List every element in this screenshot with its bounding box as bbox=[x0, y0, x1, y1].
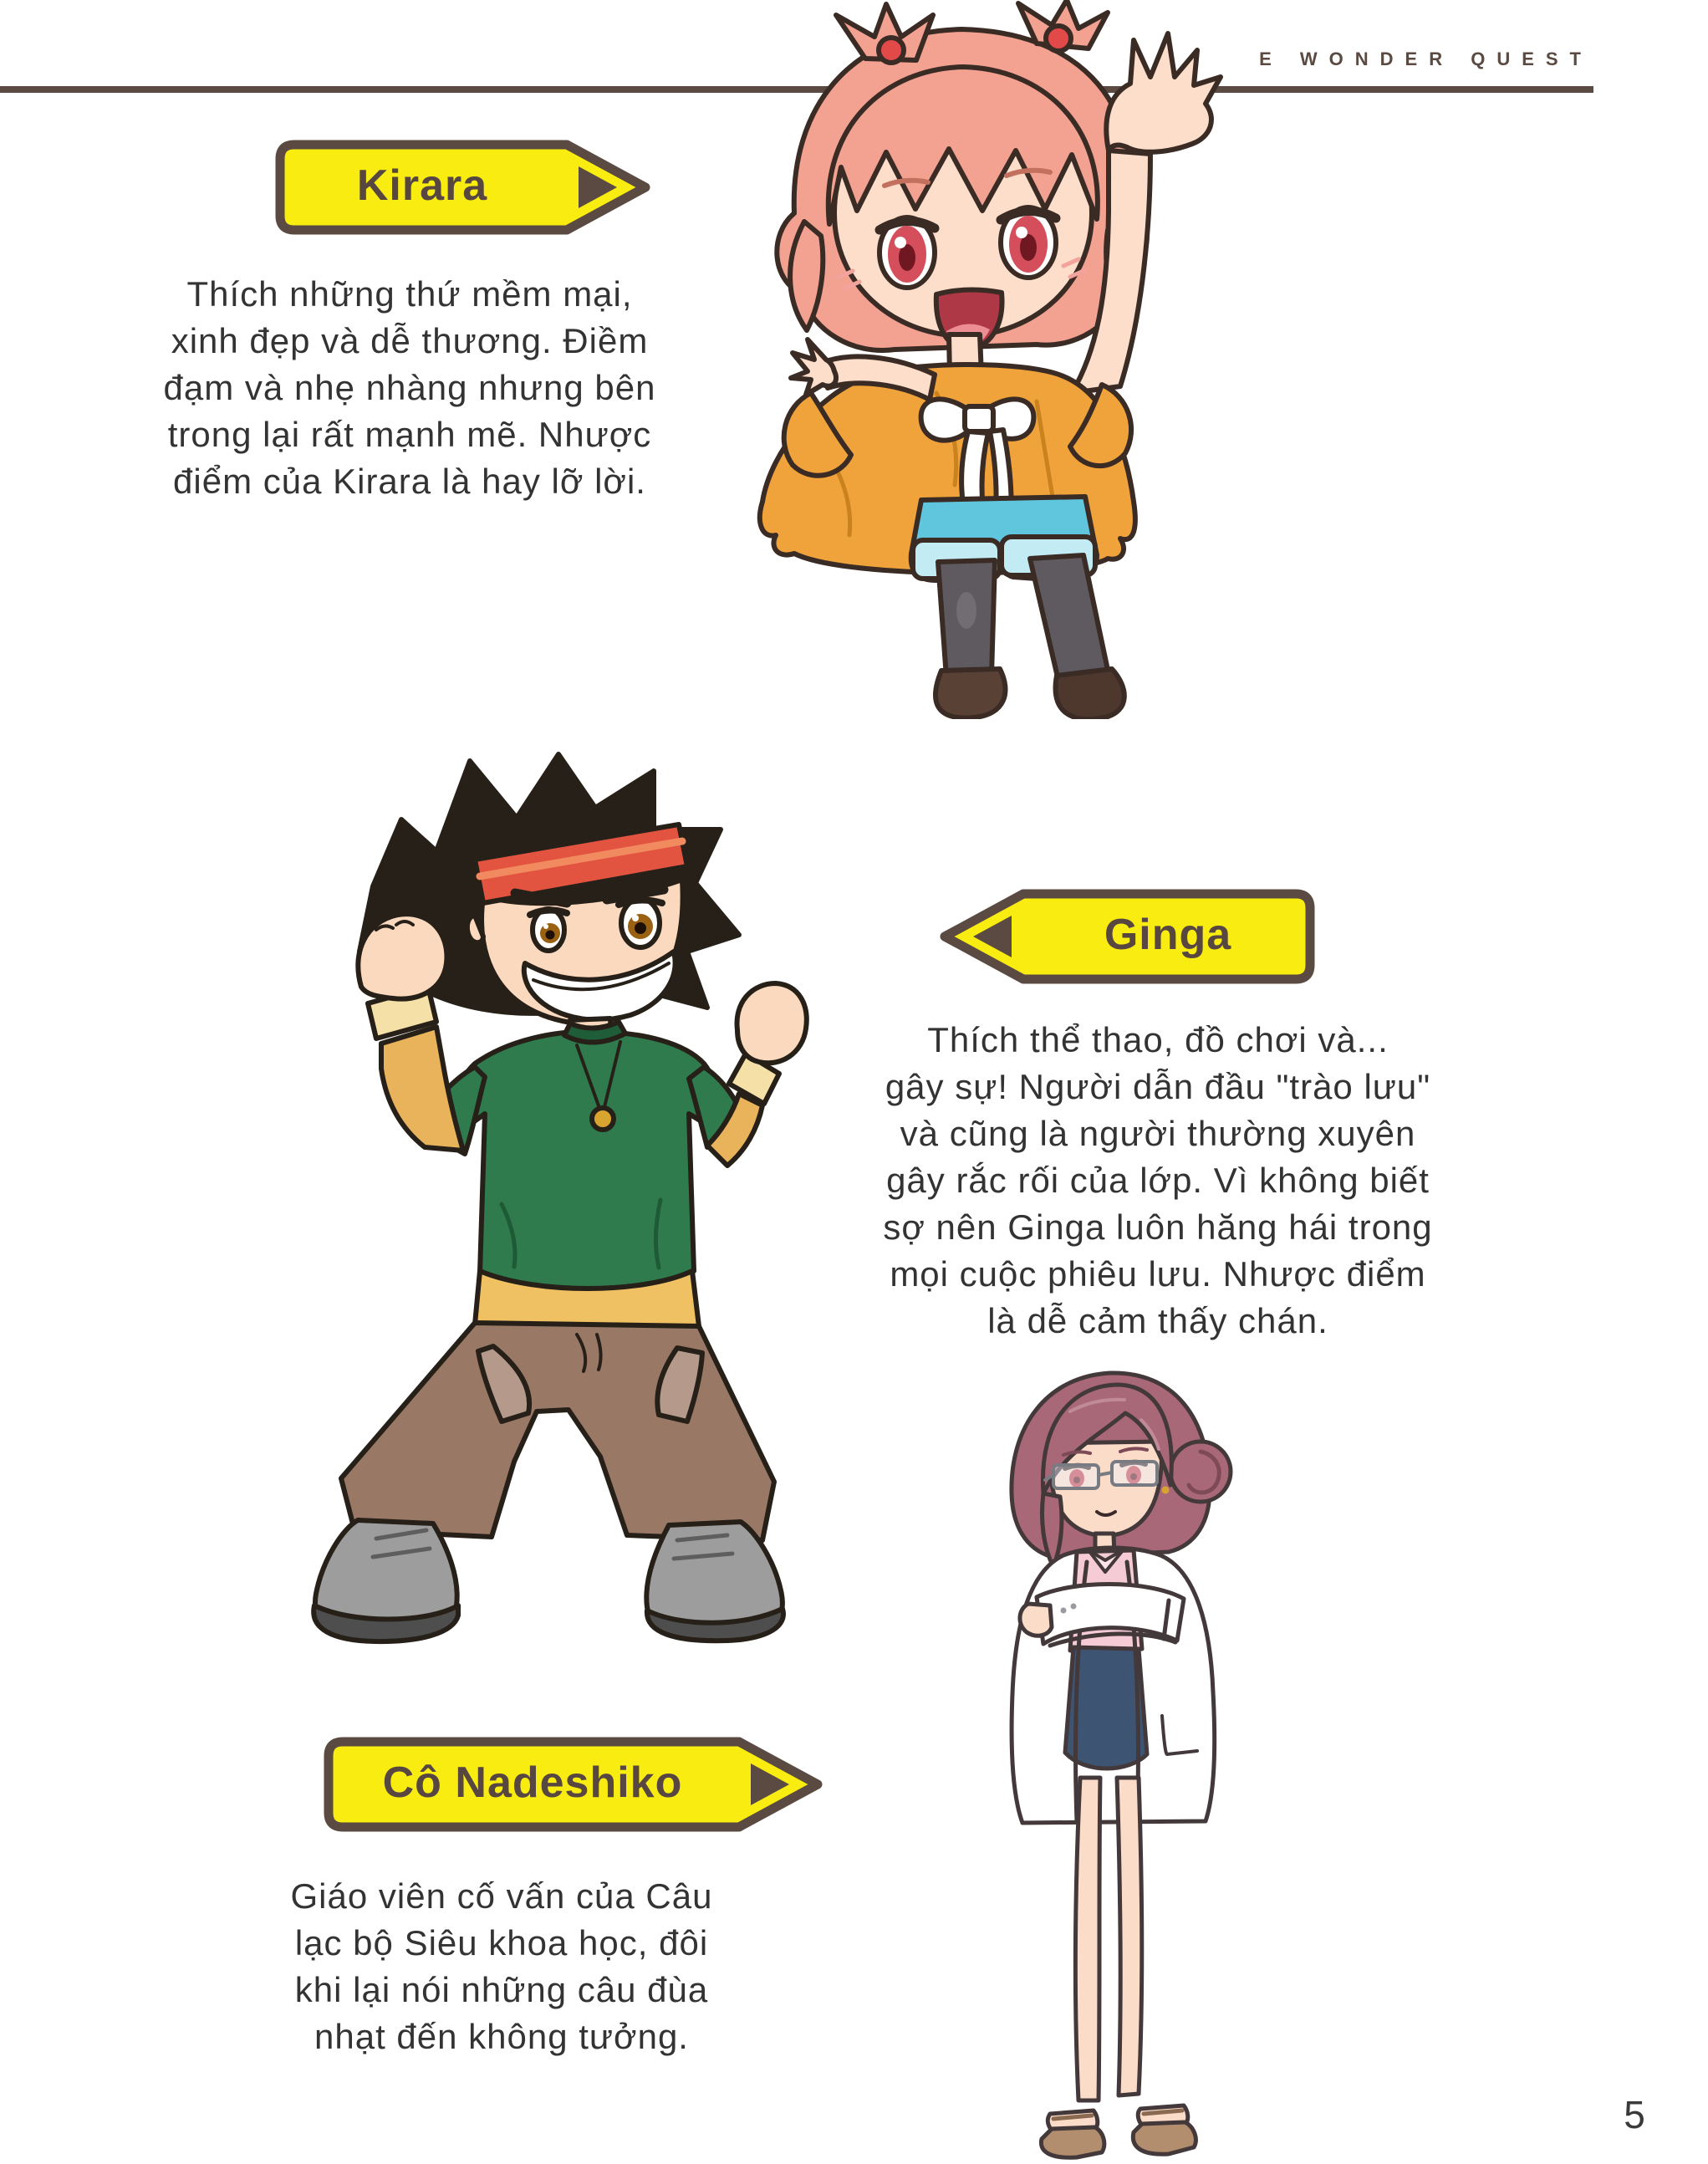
ginga-description: Thích thể thao, đồ chơi và... gây sự! Người dẫn đầu "trào lưu" và cũng là người thường xuyên gây rắc rối của lớp. Vì không biết sợ nên Ginga luôn hăng hái trong mọi cuộc phiêu lưu. Nhược điểm là dễ cảm thấy chán. bbox=[883, 1020, 1433, 1340]
sign-kirara bbox=[274, 139, 652, 236]
sign-kirara-label: Kirara bbox=[356, 161, 488, 210]
page-number: 5 bbox=[1624, 2093, 1645, 2136]
kirara-illustration bbox=[686, 0, 1271, 719]
sign-ginga-label: Ginga bbox=[1104, 911, 1232, 959]
kirara-description: Thích những thứ mềm mại, xinh đẹp và dễ thương. Điềm đạm và nhẹ nhàng nhưng bên trong lại rất mạnh mẽ. Nhược điểm của Kirara là hay lỡ lời. bbox=[163, 274, 656, 501]
sign-nadeshiko bbox=[323, 1736, 824, 1833]
sign-nadeshiko-label: Cô Nadeshiko bbox=[382, 1758, 683, 1807]
sign-ginga bbox=[938, 888, 1316, 985]
nadeshiko-illustration bbox=[970, 1361, 1254, 2164]
nadeshiko-description: Giáo viên cố vấn của Câu lạc bộ Siêu khoa học, đôi khi lại nói những câu đùa nhạt đến không tưởng. bbox=[290, 1876, 713, 2056]
ginga-illustration bbox=[142, 736, 811, 1706]
series-title: E WONDER QUEST bbox=[1259, 48, 1593, 69]
